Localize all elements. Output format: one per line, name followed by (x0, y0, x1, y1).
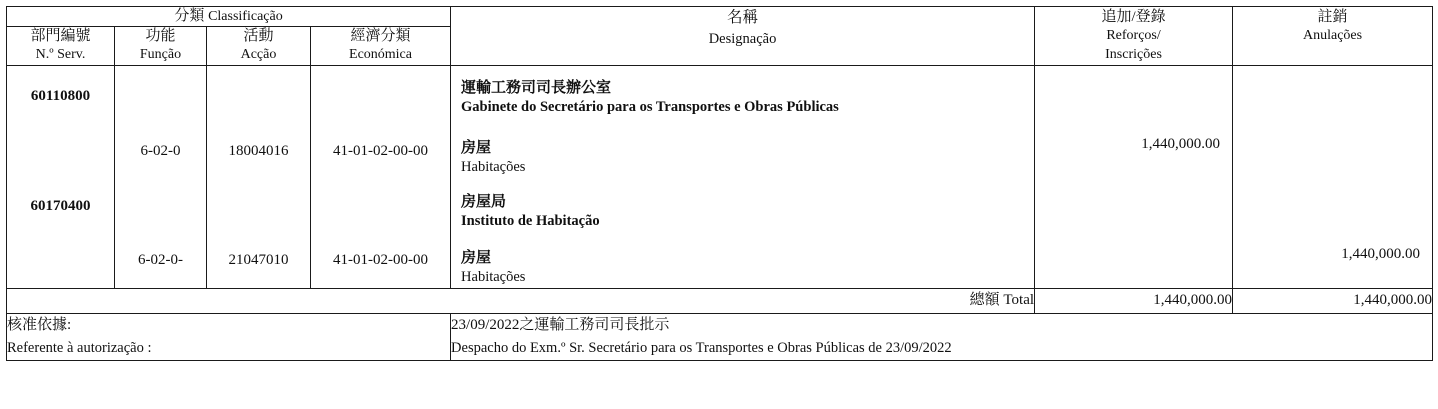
total-cancellation: 1,440,000.00 (1233, 289, 1433, 314)
classification-group-header-zh: 分類 (174, 8, 205, 24)
column-header-economic-pt: Económica (349, 47, 412, 63)
column-header-function-pt: Função (139, 47, 182, 63)
designation-2-zh: 房屋 (461, 140, 492, 157)
budget-alteration-sheet (0, 6, 1438, 409)
column-header-service-number-zh: 部門編號 (30, 27, 91, 44)
table-body (7, 66, 1433, 361)
column-header-service-number-pt: N.º Serv. (35, 47, 86, 63)
total-label-zh: 總額 (969, 292, 1000, 309)
classification-group-header-pt: Classificação (208, 9, 283, 24)
column-header-function (115, 26, 207, 65)
service-number-1: 60110800 (30, 88, 91, 105)
activity-cell (207, 66, 311, 289)
designation-header (451, 7, 1035, 66)
function-4: 6-02-0- (138, 252, 183, 269)
column-header-economic-zh: 經濟分類 (350, 27, 411, 44)
column-header-economic (311, 26, 451, 65)
designation-1-pt: Gabinete do Secretário para os Transportes e Obras Públicas (461, 99, 839, 116)
table-row (7, 66, 1433, 289)
function-2: 6-02-0 (140, 143, 181, 160)
column-header-action (207, 26, 311, 65)
classification-group-header (7, 7, 451, 27)
reinforcement-header (1035, 7, 1233, 66)
reinforcement-header-zh: 追加/登錄 (1101, 9, 1166, 25)
reinforcement-header-pt2: Inscrições (1105, 47, 1162, 63)
column-header-action-pt: Acção (240, 47, 277, 63)
activity-4: 21047010 (228, 252, 289, 269)
reinforcement-cell (1035, 66, 1233, 289)
economic-4: 41-01-02-00-00 (333, 252, 428, 269)
column-header-action-zh: 活動 (243, 27, 274, 44)
total-row (7, 289, 1433, 314)
cancellation-amount-4: 1,440,000.00 (1341, 246, 1421, 263)
reinforcement-amount-2: 1,440,000.00 (1141, 136, 1221, 153)
cancellation-cell (1233, 66, 1433, 289)
total-reinforcement: 1,440,000.00 (1035, 289, 1233, 314)
economic-cell (311, 66, 451, 289)
cancellation-header-zh: 註銷 (1317, 9, 1348, 25)
total-label-pt: Total (1003, 292, 1035, 309)
designation-3-zh: 房屋局 (461, 194, 507, 211)
function-cell (115, 66, 207, 289)
designation-2-pt: Habitações (461, 159, 526, 176)
column-header-service-number (7, 26, 115, 65)
economic-2: 41-01-02-00-00 (333, 143, 428, 160)
authorization-value-cell (451, 314, 1433, 361)
designation-header-zh: 名稱 (727, 9, 759, 26)
designation-header-pt: Designação (708, 31, 777, 48)
designation-cell (451, 66, 1035, 289)
footer-row (7, 314, 1433, 361)
budget-table (6, 6, 1433, 361)
authorization-label-pt: Referente à autorização : (7, 340, 152, 357)
activity-2: 18004016 (228, 143, 289, 160)
designation-4-zh: 房屋 (461, 250, 492, 267)
cancellation-header-pt: Anulações (1302, 28, 1363, 44)
designation-4-pt: Habitações (461, 269, 526, 286)
service-number-cell (7, 66, 115, 289)
authorization-label-cell (7, 314, 451, 361)
total-label-cell (7, 289, 1035, 314)
authorization-label-zh: 核准依據: (7, 317, 72, 334)
authorization-value-zh: 23/09/2022之運輸工務司司長批示 (451, 317, 670, 334)
service-number-3: 60170400 (30, 198, 91, 215)
designation-1-zh: 運輸工務司司長辦公室 (461, 80, 612, 97)
cancellation-header (1233, 7, 1433, 66)
designation-3-pt: Instituto de Habitação (461, 213, 600, 230)
column-header-function-zh: 功能 (145, 27, 176, 44)
authorization-value-pt: Despacho do Exm.º Sr. Secretário para os Transportes e Obras Públicas de 23/09/2022 (451, 340, 952, 357)
reinforcement-header-pt1: Reforços/ (1106, 28, 1161, 44)
table-header (7, 7, 1433, 66)
